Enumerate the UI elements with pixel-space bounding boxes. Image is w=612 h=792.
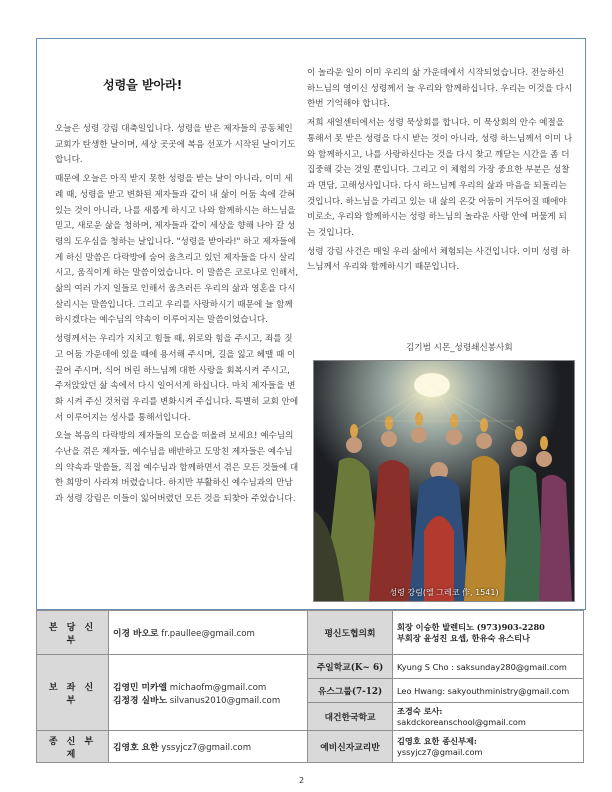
- org-label: 예비신자교리반: [308, 731, 393, 763]
- contact-name: 김영호 요한: [113, 743, 159, 753]
- paragraph: 성령께서는 우리가 지치고 힘들 때, 위로와 힘을 주시고, 죄를 짓고 어둠 가운데에 있을 때에 용서해 주시며, 길을 잃고 헤맬 때 이끌어 주시며, 식어 버린 하느님께 대한 사랑을 회복시켜 주시고, 주저앉았던 삶 속에서 다시 일어서게 하십니다. 마치 제자들을 변화 시켜 주신 것처럼 우리를 변화시켜 주십니다. 특별히 교회 안에서 이루어지는 성사를 통해서입니다.: [55, 334, 299, 423]
- deacon-contact: [109, 731, 308, 763]
- role-deacon: 종 신 부 제: [37, 731, 109, 763]
- left-column: [55, 122, 300, 511]
- role-pastor: 본 당 신 부: [37, 611, 109, 655]
- org-info: [393, 611, 584, 655]
- org-label: 평신도협의회: [308, 611, 393, 655]
- table-row: [37, 655, 584, 679]
- table-row: [37, 611, 584, 655]
- right-column: [307, 66, 575, 279]
- paragraph: 때문에 오늘은 아직 받지 못한 성령을 받는 날이 아니라, 이미 세례 때, 성령을 받고 변화된 제자들과 같이 내 삶이 어둠 속에 갇혀 있는 것이 아니라, 나를 새롭게 하시고 나와 함께하시는 하느님을 믿고, 새로운 삶을 청하며, 제자들과 같이 세상을 향해 나아 갈 성령의 도우심을 청하는 날입니다. "성령을 받아라!" 하고 제자들에게 하신 말씀은 다락방에 숨어 움츠리고 있던 제자들을 다시 살리시고, 움직이게 하는 말씀이었습니다. 이 말씀은 코로나로 인해서, 삶의 여러 가지 일들로 인해서 움츠러든 우리의 삶과 영혼을 다시 살리시는 말씀입니다. 그리고 우리를 사랑하시기 때문에 늘 함께하시겠다는 예수님의 약속이 이루어지는 말씀이었습니다.: [55, 174, 299, 326]
- org-label: 유스그룹(7-12): [308, 679, 393, 703]
- org-line: 조경숙 로사:: [397, 706, 443, 716]
- contact-name: 김영민 미카엘: [113, 682, 168, 693]
- org-info: [393, 703, 584, 731]
- contact-email[interactable]: silvanus2010@gmail.com: [169, 695, 281, 706]
- role-associate: 보 좌 신 부: [37, 655, 109, 731]
- paragraph: 저희 새얼센터에서는 성령 묵상회를 합니다. 이 묵상회의 안수 예절을 통해서 못 받은 성령을 다시 받는 것이 아니라, 성령 하느님께서 이미 나와 함께하시고, 나를 사랑하신다는 것을 다시 찾고 깨닫는 시간을 좀 더 집중해 갖는 것일 뿐입니다. 그리고 이 체험의 가장 중요한 부분은 성찰과 면담, 고해성사입니다. 다시 하느님께 우리의 삶과 마음을 되돌리는 것입니다. 하느님을 가리고 있는 내 삶의 온갖 어둠이 거두어질 때에야 비로소, 우리와 함께하시는 성령 하느님의 놀라운 사랑 안에 머물게 되는 것입니다.: [307, 118, 573, 239]
- paragraph: 이 놀라운 일이 이미 우리의 삶 가운데에서 시작되었습니다. 전능하신 하느님의 영이신 성령께서 늘 우리와 함께하십니다. 우리는 이것을 다시 한번 기억해야 합니다.: [307, 68, 573, 110]
- contact-email[interactable]: michaofm@gmail.com: [169, 682, 267, 693]
- painting-caption: 성령 강림(엘 그레코 作, 1541): [389, 588, 499, 597]
- org-email[interactable]: yssyjcz7@gmail.com: [397, 747, 483, 757]
- contact-name: 이경 바오로: [113, 629, 159, 639]
- paragraph: 오늘 복음의 다락방의 제자들의 모습을 떠올려 보세요! 예수님의 수난을 겪은 제자들, 예수님을 배반하고 도망친 제자들은 예수님의 약속과 말씀들, 직접 예수님과 함께하면서 겪은 모든 것들에 대한 희망이 사라져 버렸습니다. 하지만 부활하신 예수님과의 만남과 성령 강림은 이들이 잃어버렸던 모든 것을 되찾아 주었습니다.: [55, 431, 299, 505]
- org-label: 대건한국학교: [308, 703, 393, 731]
- paragraph: 성령 강림 사건은 매일 우리 삶에서 체험되는 사건입니다. 이미 성령 하느님께서 우리와 함께하시기 때문입니다.: [307, 246, 570, 273]
- author-caption: 김기범 시몬_성령쇄신봉사회: [406, 343, 513, 353]
- org-label: 주일학교(K~ 6): [308, 655, 393, 679]
- org-info[interactable]: Leo Hwang: sakyouthministry@gmail.com: [393, 679, 584, 703]
- org-info: [393, 731, 584, 763]
- page-number: 2: [299, 776, 305, 785]
- table-row: [37, 731, 584, 763]
- pastor-contact: [109, 611, 308, 655]
- org-line: 김영호 요한 종신부제:: [397, 736, 477, 746]
- contact-table: [36, 610, 584, 763]
- contact-email[interactable]: fr.paullee@gmail.com: [161, 629, 255, 639]
- org-line: 회장 이승한 발렌티노 (973)903-2280: [397, 621, 545, 632]
- contact-email[interactable]: yssyjcz7@gmail.com: [161, 743, 252, 753]
- org-email[interactable]: sakdckoreanschool@gmail.com: [397, 717, 526, 727]
- org-info[interactable]: Kyung S Cho : saksunday280@gmail.com: [393, 655, 584, 679]
- org-line: 부회장 윤성진 요셉, 한유숙 유스티나: [397, 632, 530, 643]
- pentecost-painting: [313, 360, 575, 602]
- contact-name: 김정경 실바노: [113, 695, 168, 706]
- paragraph: 오늘은 성령 강림 대축일입니다. 성령을 받은 제자들의 공동체인 교회가 탄생한 날이며, 세상 곳곳에 복음 선포가 시작된 날이기도 합니다.: [55, 124, 296, 166]
- associate-contacts: [109, 655, 308, 731]
- article-title: 성령을 받아라!: [103, 78, 183, 92]
